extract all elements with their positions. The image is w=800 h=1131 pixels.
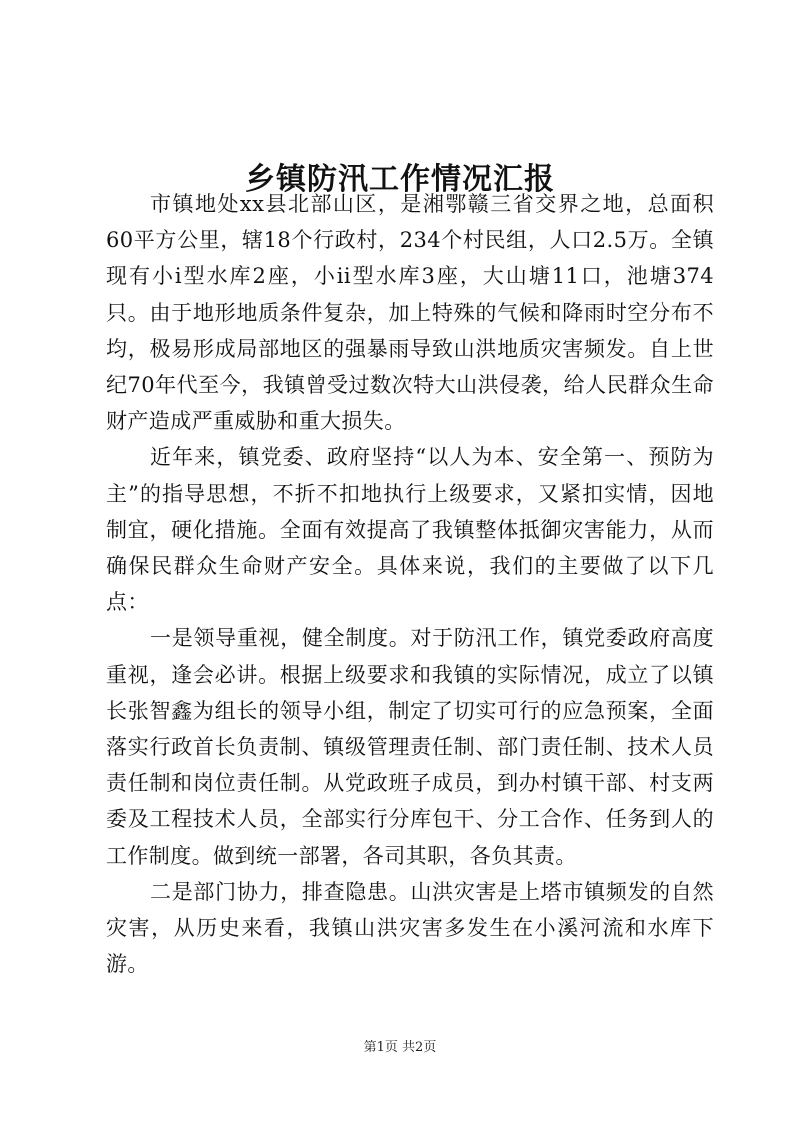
page-number-footer: 第1页 共2页 [363, 1040, 437, 1055]
document-body [106, 186, 714, 982]
paragraph-1: 市镇地处xx县北部山区，是湘鄂赣三省交界之地，总面积60平方公里，辖18个行政村，234个村民组，人口2.5万。全镇现有小i型水库2座，小ii型水库3座，大山塘11口，池塘374只。由于地形地质条件复杂，加上特殊的气候和降雨时空分布不均，极易形成局部地区的强暴雨导致山洪地质灾害频发。自上世纪70年代至今，我镇曾受过数次特大山洪侵袭，给人民群众生命财产造成严重威胁和重大损失。 [106, 192, 714, 434]
document-title: 乡镇防汛工作情况汇报 [245, 162, 555, 198]
paragraph-4: 二是部门协力，排查隐患。山洪灾害是上塔市镇频发的自然灾害，从历史来看，我镇山洪灾害多发生在小溪河流和水库下游。 [106, 879, 714, 977]
paragraph-2: 近年来，镇党委、政府坚持“以人为本、安全第一、预防为主”的指导思想，不折不扣地执行上级要求，又紧扣实情，因地制宜，硬化措施。全面有效提高了我镇整体抵御灾害能力，从而确保民群众生命财产安全。具体来说，我们的主要做了以下几点： [106, 445, 714, 615]
paragraph-3: 一是领导重视，健全制度。对于防汛工作，镇党委政府高度重视，逢会必讲。根据上级要求和我镇的实际情况，成立了以镇长张智鑫为组长的领导小组，制定了切实可行的应急预案，全面落实行政首长负责制、镇级管理责任制、部门责任制、技术人员责任制和岗位责任制。从党政班子成员，到办村镇干部、村支两委及工程技术人员，全部实行分库包干、分工合作、任务到人的工作制度。做到统一部署，各司其职，各负其责。 [106, 626, 714, 868]
